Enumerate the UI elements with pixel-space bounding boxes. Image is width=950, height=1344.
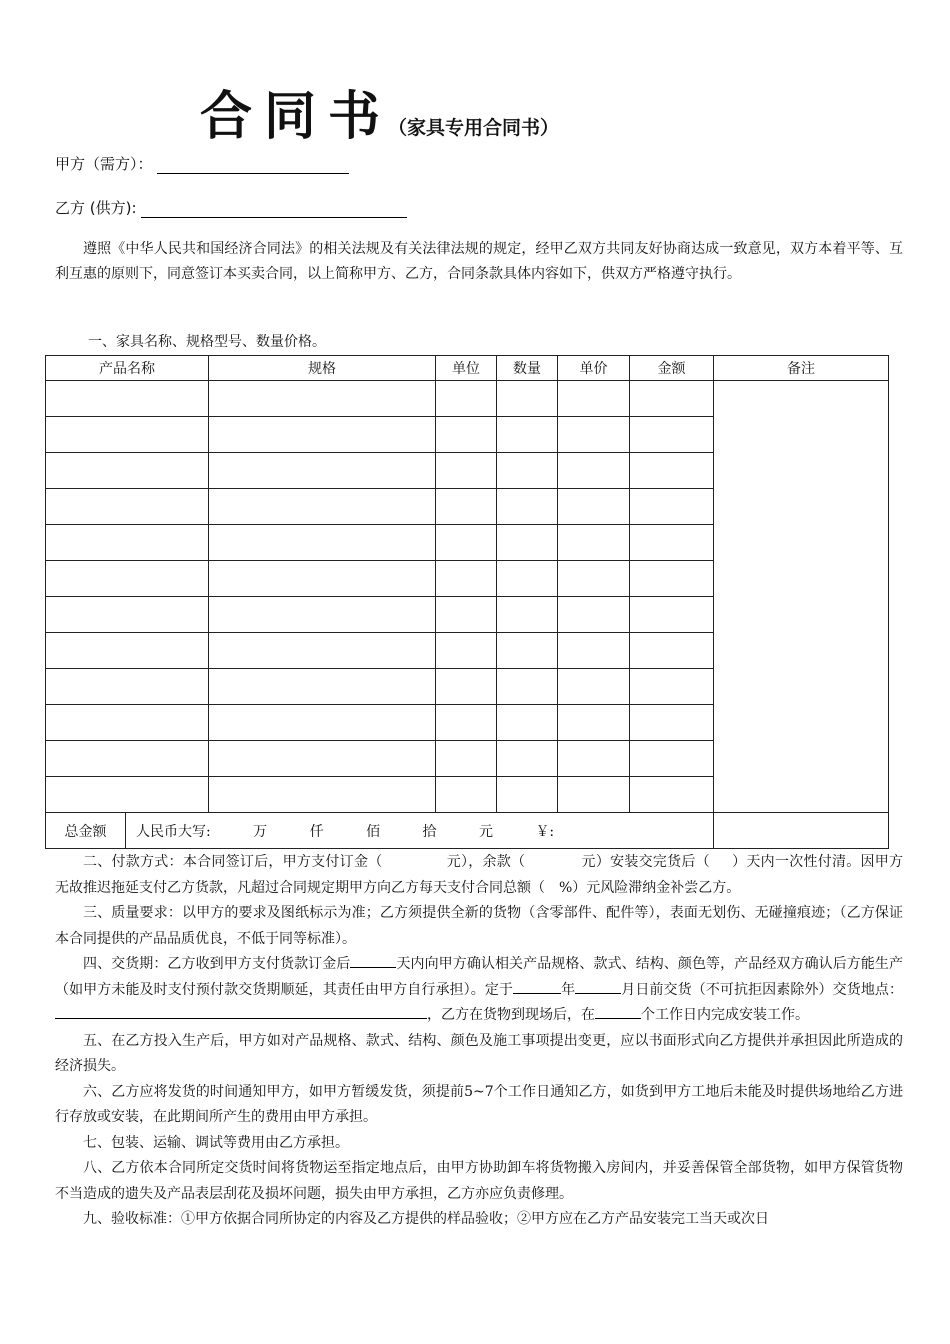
cell-unit-price[interactable] — [558, 417, 630, 453]
cell-product-name[interactable] — [46, 597, 209, 633]
cell-amount[interactable] — [630, 633, 714, 669]
clause-2: 二、付款方式：本合同签订后，甲方支付订金（ 元），余款（ 元）安装交完货后（ ）天内一次性付清。因甲方无故推迟拖延支付乙方货款，凡超过合同规定期甲方向乙方每天支付合同总额（ %）元风险滞纳金补尝乙方。 — [55, 850, 903, 901]
cell-amount[interactable] — [630, 381, 714, 417]
delivery-year-blank[interactable] — [513, 978, 561, 994]
header-amount: 金额 — [630, 356, 714, 381]
cell-amount[interactable] — [630, 669, 714, 705]
cell-quantity[interactable] — [497, 417, 558, 453]
cell-spec[interactable] — [209, 777, 436, 813]
header-product-name: 产品名称 — [46, 356, 209, 381]
intro-paragraph — [55, 237, 903, 287]
cell-unit-price[interactable] — [558, 669, 630, 705]
header-quantity: 数量 — [497, 356, 558, 381]
cell-unit-price[interactable] — [558, 525, 630, 561]
cell-spec[interactable] — [209, 453, 436, 489]
cell-amount[interactable] — [630, 741, 714, 777]
party-a-line — [55, 153, 349, 174]
cell-unit[interactable] — [436, 633, 497, 669]
cell-product-name[interactable] — [46, 633, 209, 669]
document-title: 合同书 — [200, 87, 393, 147]
cell-unit-price[interactable] — [558, 777, 630, 813]
clause-3: 三、质量要求：以甲方的要求及图纸标示为准；乙方须提供全新的货物（含零部件、配件等），表面无划伤、无碰撞痕迹；（乙方保证本合同提供的产品品质优良，不低于同等标准）。 — [55, 905, 903, 947]
cell-spec[interactable] — [209, 633, 436, 669]
cell-unit[interactable] — [436, 417, 497, 453]
confirm-days-blank[interactable] — [350, 952, 396, 968]
rmb-amount-cell[interactable] — [126, 813, 714, 849]
cell-spec[interactable] — [209, 561, 436, 597]
cell-unit[interactable] — [436, 561, 497, 597]
clause-9: 九、验收标准：①甲方依据合同所协定的内容及乙方提供的样品验收；②甲方应在乙方产品安装完工当天或次日 — [83, 1211, 769, 1227]
cell-product-name[interactable] — [46, 381, 209, 417]
cell-product-name[interactable] — [46, 417, 209, 453]
cell-unit-price[interactable] — [558, 741, 630, 777]
rmb-unit-wan: 万 — [253, 823, 268, 840]
party-b-label: 乙方 (供方): — [55, 199, 137, 217]
cell-amount[interactable] — [630, 453, 714, 489]
cell-unit[interactable] — [436, 705, 497, 741]
header-unit: 单位 — [436, 356, 497, 381]
cell-unit-price[interactable] — [558, 561, 630, 597]
cell-quantity[interactable] — [497, 453, 558, 489]
cell-unit[interactable] — [436, 597, 497, 633]
cell-spec[interactable] — [209, 417, 436, 453]
cell-remarks[interactable] — [714, 381, 889, 813]
cell-unit[interactable] — [436, 489, 497, 525]
cell-spec[interactable] — [209, 705, 436, 741]
table-row — [46, 381, 889, 417]
balance-blank[interactable] — [525, 851, 581, 866]
cell-spec[interactable] — [209, 381, 436, 417]
cell-unit[interactable] — [436, 381, 497, 417]
total-remarks-cell[interactable] — [714, 813, 889, 849]
days-blank[interactable] — [710, 851, 732, 866]
cell-unit[interactable] — [436, 669, 497, 705]
cell-spec[interactable] — [209, 597, 436, 633]
cell-product-name[interactable] — [46, 669, 209, 705]
cell-amount[interactable] — [630, 417, 714, 453]
total-row — [46, 813, 889, 849]
document-title-row — [200, 74, 559, 149]
cell-quantity[interactable] — [497, 489, 558, 525]
section-1-title: 一、家具名称、规格型号、数量价格。 — [88, 334, 326, 350]
clause-4: 四、交货期：乙方收到甲方支付货款订金后 天内向甲方确认相关产品规格、款式、结构、颜色等，产品经双方确认后方能生产（如甲方未能及时支付预付款交货期顺延，其责任由甲方自行承担）。定于 年 月日前交货（不可抗拒因素除外）交货地点：，乙方在货物到现场后，在 个工作日内完成安装工作。 — [55, 952, 903, 1029]
clause-5: 五、在乙方投入生产后，甲方如对产品规格、款式、结构、颜色及施工事项提出变更，应以书面形式向乙方提供并承担因此所造成的经济损失。 — [55, 1032, 903, 1074]
cell-spec[interactable] — [209, 489, 436, 525]
deposit-blank[interactable] — [382, 851, 446, 866]
rmb-unit-bai: 佰 — [366, 823, 381, 840]
header-spec: 规格 — [209, 356, 436, 381]
intro-text: 遵照《中华人民共和国经济合同法》的相关法规及有关法律法规的规定，经甲乙双方共同友好协商达成一致意见，双方本着平等、互利互惠的原则下，同意签订本买卖合同，以上简称甲方、乙方，合同条款具体内容如下，供双方严格遵守执行。 — [55, 241, 903, 282]
install-days-blank[interactable] — [595, 1003, 641, 1019]
total-label: 总金额 — [46, 813, 126, 849]
cell-product-name[interactable] — [46, 777, 209, 813]
cell-quantity[interactable] — [497, 741, 558, 777]
cell-amount[interactable] — [630, 489, 714, 525]
cell-spec[interactable] — [209, 525, 436, 561]
rmb-unit-qian: 仟 — [309, 823, 324, 840]
cell-unit[interactable] — [436, 525, 497, 561]
rmb-unit-shi: 拾 — [422, 823, 437, 840]
cell-product-name[interactable] — [46, 741, 209, 777]
cell-product-name[interactable] — [46, 705, 209, 741]
cell-amount[interactable] — [630, 705, 714, 741]
header-unit-price: 单价 — [558, 356, 630, 381]
cell-amount[interactable] — [630, 525, 714, 561]
rmb-label: 人民币大写: — [136, 823, 211, 840]
clause-8: 八、乙方依本合同所定交货时间将货物运至指定地点后，由甲方协助卸车将货物搬入房间内，并妥善保管全部货物，如甲方保管货物不当造成的遗失及产品表层刮花及损坏问题，损失由甲方承担，乙方亦应负责修理。 — [55, 1160, 903, 1202]
cell-unit-price[interactable] — [558, 489, 630, 525]
cell-quantity[interactable] — [497, 561, 558, 597]
rmb-yen-sign: ￥: — [535, 823, 555, 840]
cell-unit-price[interactable] — [558, 381, 630, 417]
cell-quantity[interactable] — [497, 705, 558, 741]
cell-quantity[interactable] — [497, 381, 558, 417]
cell-product-name[interactable] — [46, 525, 209, 561]
cell-quantity[interactable] — [497, 525, 558, 561]
cell-spec[interactable] — [209, 741, 436, 777]
party-a-label: 甲方（需方）： — [55, 155, 153, 173]
cell-product-name[interactable] — [46, 561, 209, 597]
cell-product-name[interactable] — [46, 453, 209, 489]
delivery-month-blank[interactable] — [575, 978, 621, 994]
clause-6: 六、乙方应将发货的时间通知甲方，如甲方暂缓发货，须提前5~7个工作日通知乙方，如货到甲方工地后未能及时提供场地给乙方进行存放或安装，在此期间所产生的费用由甲方承担。 — [55, 1083, 903, 1125]
cell-quantity[interactable] — [497, 669, 558, 705]
cell-amount[interactable] — [630, 777, 714, 813]
party-b-blank[interactable] — [141, 200, 407, 218]
cell-unit-price[interactable] — [558, 705, 630, 741]
cell-spec[interactable] — [209, 669, 436, 705]
cell-unit-price[interactable] — [558, 453, 630, 489]
cell-quantity[interactable] — [497, 597, 558, 633]
cell-unit[interactable] — [436, 453, 497, 489]
cell-unit-price[interactable] — [558, 597, 630, 633]
cell-unit[interactable] — [436, 741, 497, 777]
party-b-line — [55, 197, 407, 218]
cell-unit-price[interactable] — [558, 633, 630, 669]
cell-amount[interactable] — [630, 561, 714, 597]
product-table — [45, 355, 889, 849]
rmb-unit-yuan: 元 — [478, 823, 493, 840]
penalty-rate-blank[interactable] — [545, 877, 559, 892]
contract-clauses — [55, 850, 903, 1233]
header-remarks: 备注 — [714, 356, 889, 381]
table-header-row — [46, 356, 889, 381]
party-a-blank[interactable] — [157, 156, 349, 174]
cell-quantity[interactable] — [497, 633, 558, 669]
clause-7: 七、包装、运输、调试等费用由乙方承担。 — [83, 1134, 349, 1151]
delivery-location-blank[interactable] — [55, 1003, 427, 1019]
cell-unit[interactable] — [436, 777, 497, 813]
cell-quantity[interactable] — [497, 777, 558, 813]
cell-product-name[interactable] — [46, 489, 209, 525]
document-subtitle: （家具专用合同书） — [388, 117, 560, 139]
cell-amount[interactable] — [630, 597, 714, 633]
